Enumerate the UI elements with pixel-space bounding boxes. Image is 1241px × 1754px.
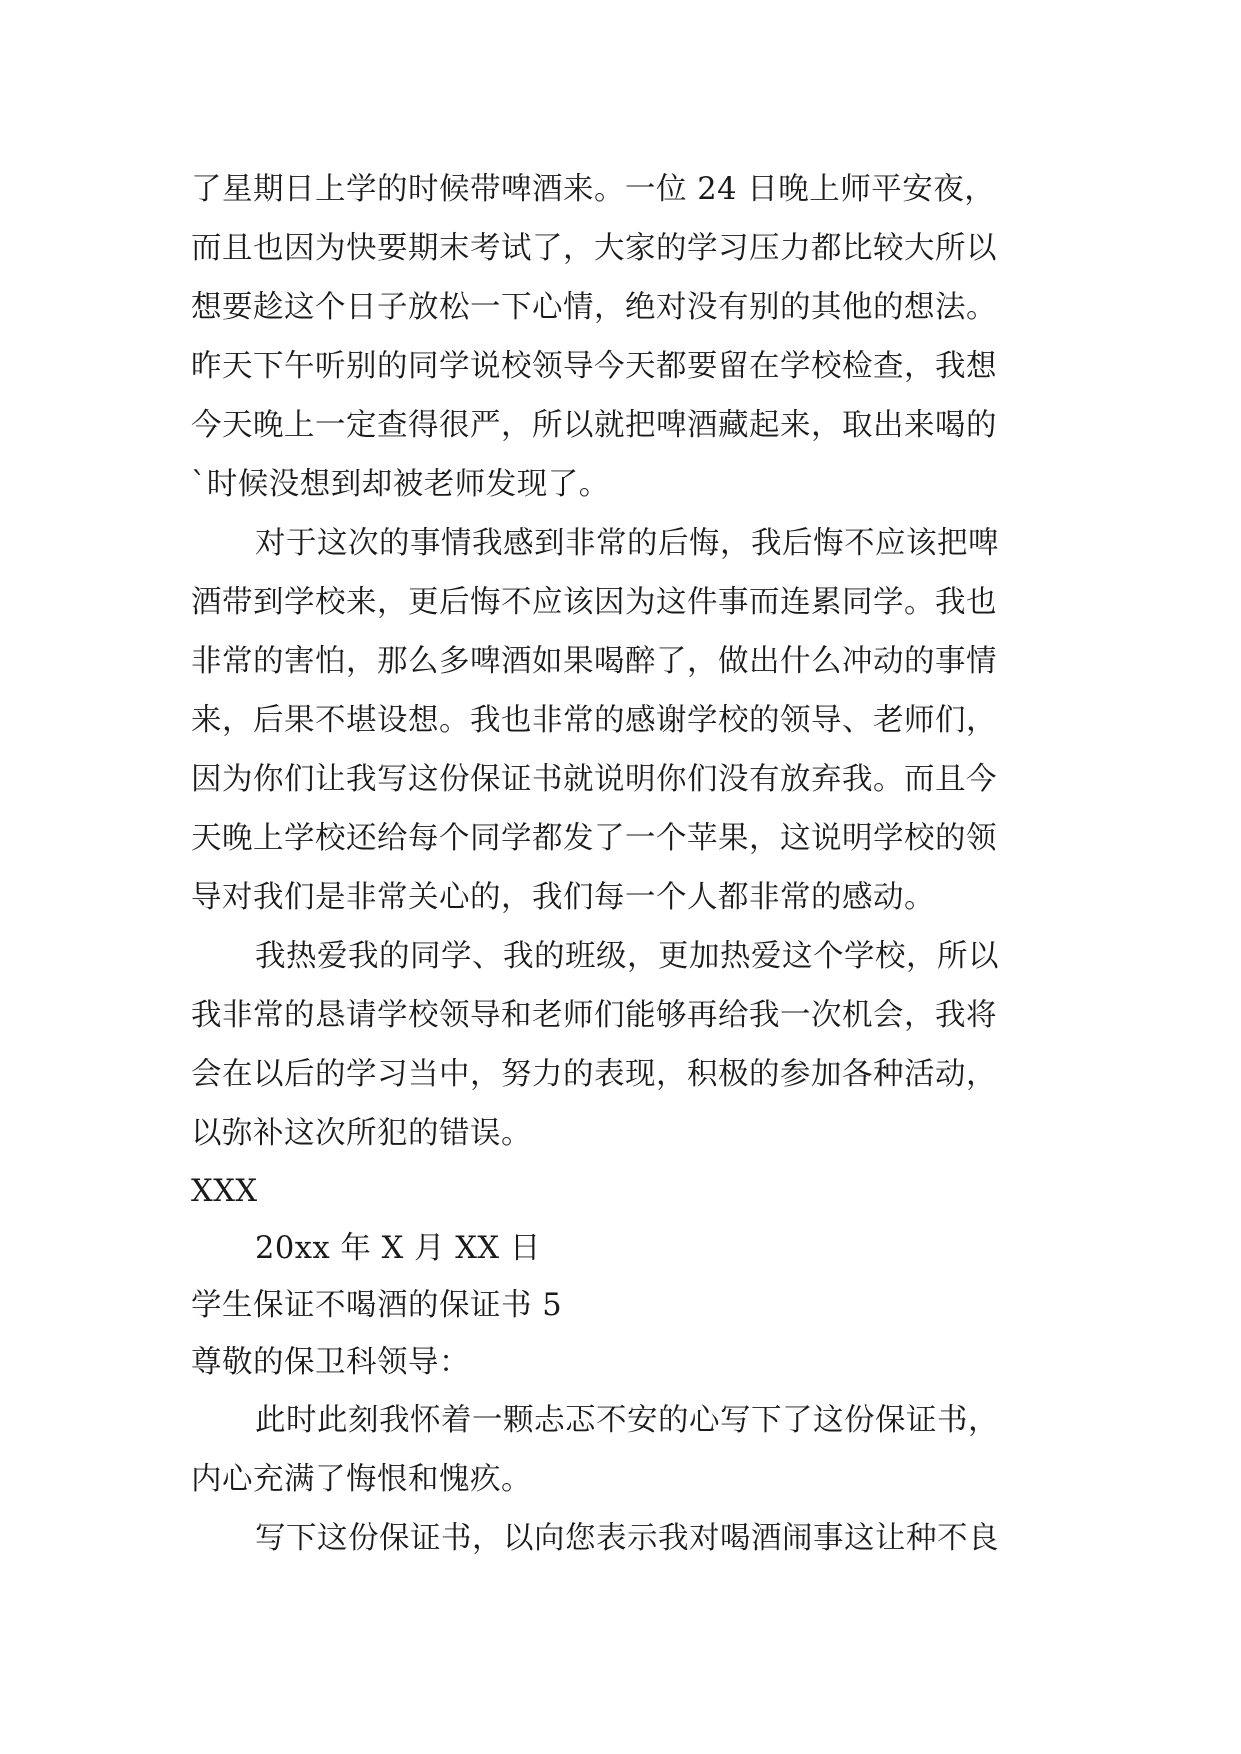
text-line-12: 天晚上学校还给每个同学都发了一个苹果，这说明学校的领 [191,821,997,856]
text-line-8: 酒带到学校来，更后悔不应该因为这件事而连累同学。我也 [191,585,997,620]
document-body [191,160,1071,1568]
text-line-6: `时候没想到却被老师发现了。 [191,467,610,502]
text-line-15: 我非常的恳请学校领导和老师们能够再给我一次机会，我将 [191,998,997,1033]
text-line-9: 非常的害怕，那么多啤酒如果喝醉了，做出什么冲动的事情 [191,644,997,679]
signature-date: 20xx 年 X 月 XX 日 [255,1231,541,1266]
text-line-22: 此时此刻我怀着一颗忐忑不安的心写下了这份保证书， [255,1403,999,1438]
text-line-13: 导对我们是非常关心的，我们每一个人都非常的感动。 [191,880,935,915]
text-line-24: 写下这份保证书，以向您表示我对喝酒闹事这让种不良 [255,1521,999,1556]
text-line-11: 因为你们让我写这份保证书就说明你们没有放弃我。而且今 [191,762,997,797]
text-line-14: 我热爱我的同学、我的班级，更加热爱这个学校，所以 [255,939,999,974]
section-title: 学生保证不喝酒的保证书 5 [191,1288,563,1323]
text-line-3: 想要趁这个日子放松一下心情，绝对没有别的其他的想法。 [191,290,997,325]
text-line-10: 来，后果不堪设想。我也非常的感谢学校的领导、老师们， [191,703,997,738]
signature-name: XXX [191,1174,258,1209]
text-line-4: 昨天下午听别的同学说校领导今天都要留在学校检查，我想 [191,349,997,384]
text-line-5: 今天晚上一定查得很严，所以就把啤酒藏起来，取出来喝的 [191,408,997,443]
salutation: 尊敬的保卫科领导： [191,1345,470,1380]
text-line-16: 会在以后的学习当中，努力的表现，积极的参加各种活动， [191,1057,997,1092]
text-line-17: 以弥补这次所犯的错误。 [191,1116,532,1151]
text-line-7: 对于这次的事情我感到非常的后悔，我后悔不应该把啤 [255,526,999,561]
text-line-2: 而且也因为快要期末考试了，大家的学习压力都比较大所以 [191,231,997,266]
text-line-23: 内心充满了悔恨和愧疚。 [191,1462,532,1497]
text-line-1: 了星期日上学的时候带啤酒来。一位 24 日晚上师平安夜， [191,172,996,207]
